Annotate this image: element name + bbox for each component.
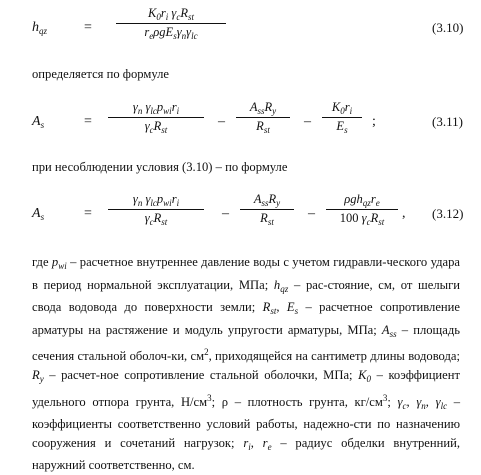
eq311-minus-2: – [304,114,311,129]
eq312-fraction-2: $A_{ss}R_y$ $R_{st}$ [240,192,294,227]
eq312-fraction-1: $\gamma_n$ $\gamma_{lc}p_{wi}r_i$ $\gamma_cR_{st}$ [108,192,204,227]
eq310-equals: = [84,20,92,35]
eq311-fraction-3: $K_0r_i$ $E_s$ [322,100,362,135]
eq310-number: (3.10) [432,20,464,35]
eq311-fraction-2: $A_{ss}R_y$ $R_{st}$ [236,100,290,135]
else-intro: при несоблюдении условия (3.10) – по формуле [32,160,288,174]
eq312-comma: , [402,206,406,221]
eq312-equals: = [84,206,92,221]
eq310-denominator: $r_e\rho gE_s\gamma_n\gamma_{lc}$ [144,25,198,41]
eq311-equals: = [84,114,92,129]
eq310-fraction [116,6,226,41]
eq312-fraction-3: $\rho gh_{qz}r_e$ 100 $\gamma_cR_{st}$ [326,192,398,227]
eq311-fraction-1: $\gamma_n$ $\gamma_{lc}p_{wi}r_i$ $\gamma_cR_{st}$ [108,100,204,135]
eq310-numerator: $K_0r_i$ $\gamma_cR_{st}$ [148,6,194,22]
eq311-number: (3.11) [432,114,463,129]
eq311-semicolon: ; [372,114,376,129]
eq312-minus-2: – [308,206,315,221]
formula-intro: определяется по формуле [32,67,169,81]
eq310-lhs: $h_{qz}$ [32,20,48,36]
eq311-minus-1: – [218,114,225,129]
eq312-lhs: $A_s$ [32,206,45,222]
eq312-number: (3.12) [432,206,464,221]
symbol-legend: где $p_{wi}$ – расчетное внутреннее давление воды с учетом гидравли-ческого удара в период нормальной эксплуатации, МПа; $h_{qz}$ – рас-стояние, см, от шелыги свода водовода до поверхности земли; $R_{st}$, $E_s$ – расчетное сопротивление арматуры на растяжение и модуль упругости арматуры, МПа; $A_{ss}$ – площадь сечения стальной оболоч-ки, $см^2$, приходящейся на сантиметр длины водовода; $R_y$ – расчет-ное сопротивление стальной оболочки, МПа; $K_0$ – коэффициент удельного отпора грунта, $Н/см^3$; ρ – плотность грунта, $кг/см^3$; $\gamma_c$, $\gamma_n$, $\gamma_{lc}$ – коэффициенты соответственно условий работы, надежно-сти по назначению сооружения и сочетаний нагрузок; $r_i$, $r_e$ – радиус обделки внутренний, наружний соответственно, см. [32,255,461,473]
eq311-lhs: $A_s$ [32,114,45,130]
eq312-minus-1: – [222,206,229,221]
